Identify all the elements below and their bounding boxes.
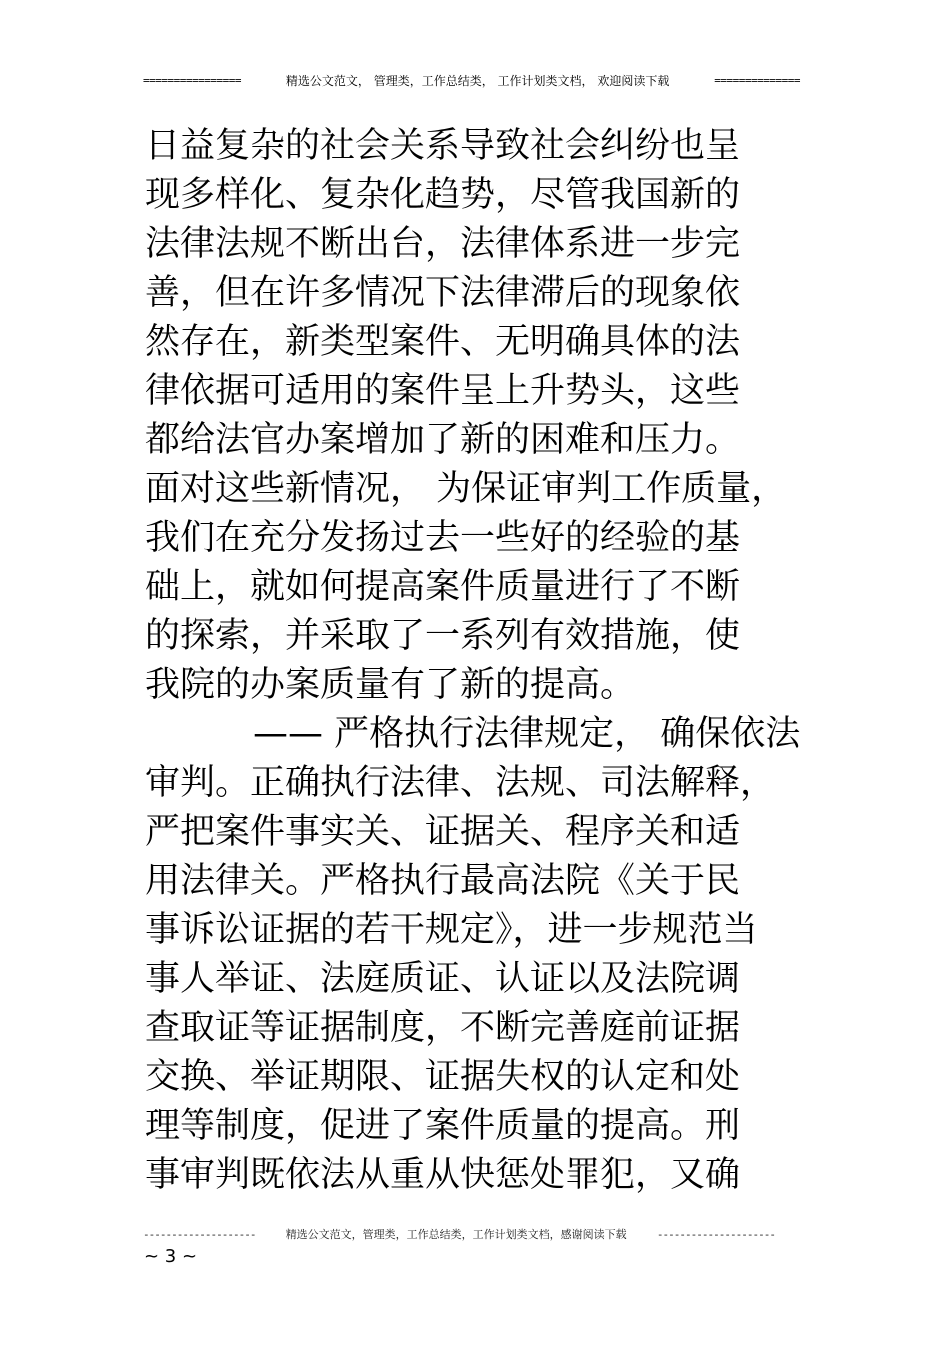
text-line: 事审判既依法从重从快惩处罪犯，又确	[145, 1155, 741, 1195]
body-text	[145, 122, 805, 1200]
header-right-rule: ==============	[714, 74, 800, 87]
text-line: 我院的办案质量有了新的提高。	[145, 665, 636, 705]
section-heading-line: —— 严格执行法律规定， 确保依法	[253, 714, 801, 754]
text-line: 都给法官办案增加了新的困难和压力。	[145, 420, 741, 460]
text-line: 然存在，新类型案件、无明确具体的法	[145, 322, 741, 362]
page-header	[143, 72, 800, 90]
text-line: 现多样化、复杂化趋势，尽管我国新的	[145, 175, 741, 215]
text-line: 律依据可适用的案件呈上升势头，这些	[145, 371, 741, 411]
text-line: 法律法规不断出台，法律体系进一步完	[145, 224, 741, 264]
footer-text: 精选公文范文，管理类，工作总结类，工作计划类文档，感谢阅读下载	[285, 1228, 627, 1241]
page-footer	[143, 1227, 775, 1243]
text-line: 查取证等证据制度，不断完善庭前证据	[145, 1008, 741, 1048]
text-line: 严把案件事实关、证据关、程序关和适	[145, 812, 741, 852]
text-line: 我们在充分发扬过去一些好的经验的基	[145, 518, 741, 558]
text-line: 交换、举证期限、证据失权的认定和处	[145, 1057, 741, 1097]
footer-right-rule: ---------------------	[656, 1228, 775, 1241]
text-line: 面对这些新情况， 为保证审判工作质量，	[145, 469, 787, 509]
text-line: 审判。正确执行法律、法规、司法解释，	[145, 763, 776, 803]
page-number: ~ 3 ~	[144, 1246, 198, 1267]
header-left-rule: ================	[143, 74, 241, 87]
text-line: 日益复杂的社会关系导致社会纠纷也呈	[145, 126, 741, 166]
text-line: 的探索，并采取了一系列有效措施，使	[145, 616, 741, 656]
text-line: 础上，就如何提高案件质量进行了不断	[145, 567, 741, 607]
text-line: 理等制度，促进了案件质量的提高。刑	[145, 1106, 741, 1146]
text-line: 善，但在许多情况下法律滞后的现象依	[145, 273, 741, 313]
text-line: 用法律关。严格执行最高法院《关于民	[145, 861, 741, 901]
text-line: 事人举证、法庭质证、认证以及法院调	[145, 959, 741, 999]
header-text: 精选公文范文， 管理类，工作总结类， 工作计划类文档， 欢迎阅读下载	[285, 74, 670, 88]
footer-left-rule: --------------------	[143, 1228, 256, 1241]
text-line: 事诉讼证据的若干规定》，进一步规范当	[145, 910, 758, 950]
